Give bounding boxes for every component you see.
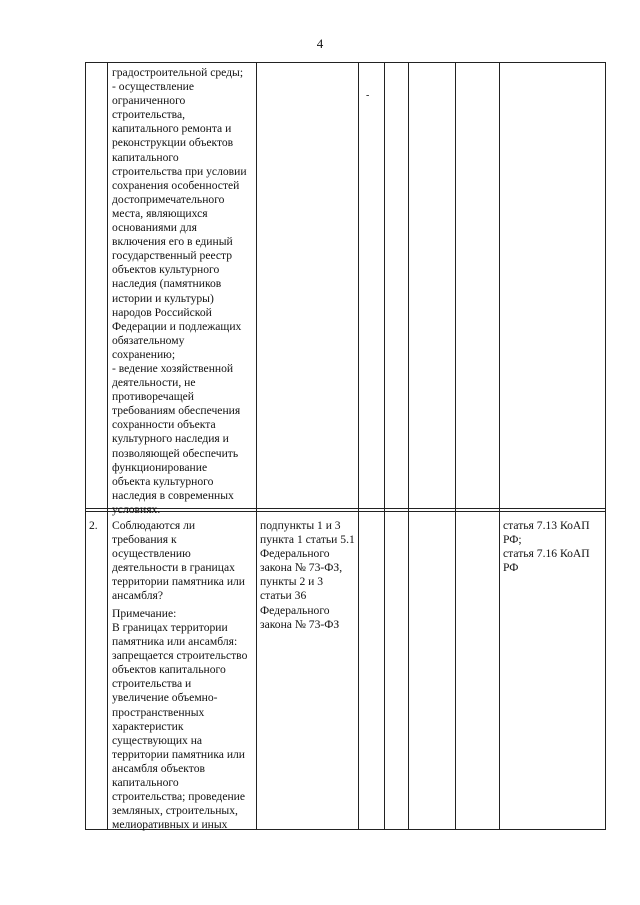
page-number: 4 [316,36,324,51]
note-text: В границах территории памятника или ансамбля: запрещается строительство объектов капитального строительства и увеличение объемно- пространственных характеристик существующих на территории памятника или ансамбля объектов капитального строительства; проведение земляных, строительных, мелиоративных и иных [112,621,248,832]
col-border-5 [408,62,409,830]
liability: статья 7.13 КоАП РФ; статья 7.16 КоАП РФ [503,519,590,575]
requirement-question: Соблюдаются ли требования к осуществлению деятельности в границах территории памятника или ансамбля? [112,519,246,603]
col-border-4 [384,62,385,830]
col-border-7 [499,62,500,830]
note-label: Примечание: [112,607,177,620]
table-top-border [85,62,606,63]
requirement-text-continued: градостроительной среды; - осуществление ограниченного строительства, капитального ремонта и реконструкции объектов капитального строительства при условии сохранения особенностей достопримечательного места, являющихся основаниями для включения его в единый государственный реестр объектов культурного наследия (памятников истории и культуры) народов Российской Федерации и подлежащих обязательному сохранению; - ведение хозяйственной деятельности, не противоречащей требованиям обеспечения сохранности объекта культурного наследия и позволяющей обеспечить функционирование объекта культурного наследия в современных условиях. [112,66,247,516]
legal-basis: подпункты 1 и 3 пункта 1 статьи 5.1 Федерального закона № 73-ФЗ, пункты 2 и 3 статьи 36 Федерального закона № 73-ФЗ [260,519,355,631]
row-number: 2. [89,519,98,532]
col-border-right [605,62,606,830]
cell-mark: - [366,90,370,101]
col-border-3 [358,62,359,830]
col-border-left [85,62,86,830]
checklist-table [85,62,606,830]
col-border-1 [107,62,108,830]
col-border-6 [455,62,456,830]
